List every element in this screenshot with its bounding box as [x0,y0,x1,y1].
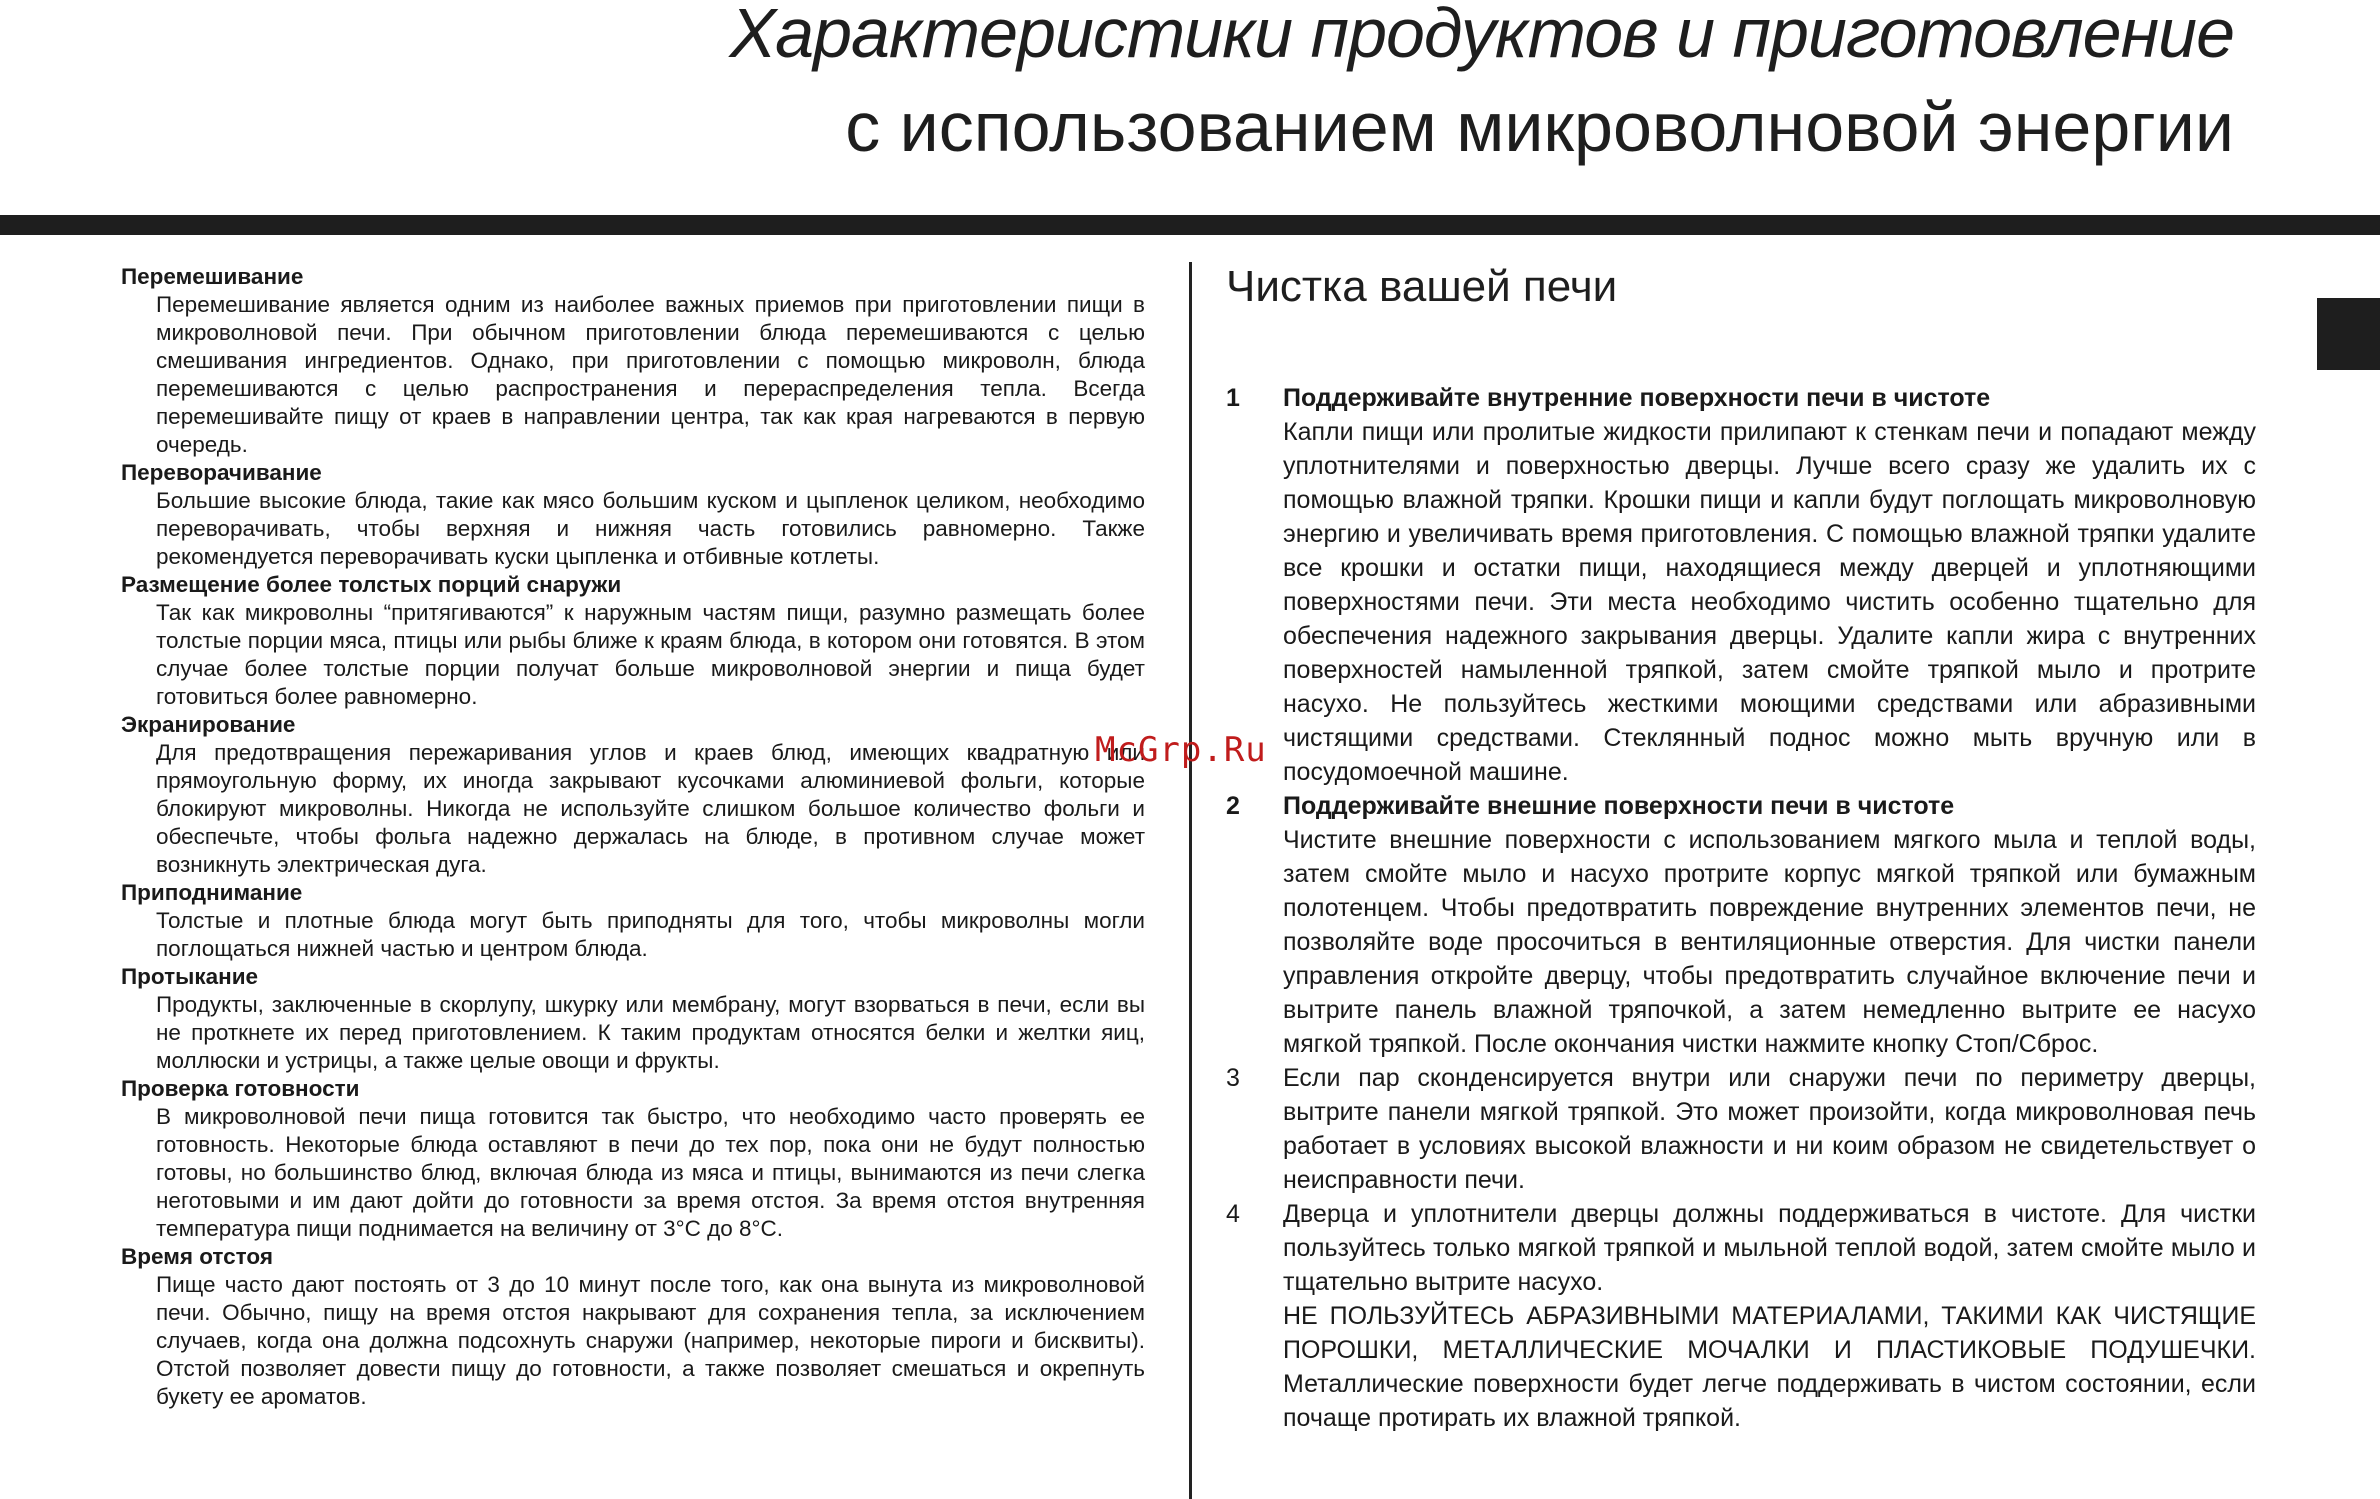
item-body: Дверца и уплотнители дверцы должны поддерживаться в чистоте. Для чистки пользуйтесь только мягкой тряпкой и мыльной теплой водой, затем смойте мыло и тщательно вытрите насухо. [1283,1200,2256,1296]
section-turning [121,459,1145,571]
section-heading: Протыкание [121,964,259,989]
section-body: В микроволновой печи пища готовится так быстро, что необходимо часто проверять ее готовность. Некоторые блюда оставляют в печи до тех пор, пока они не будут полностью готовы, но большинство блюд, включая блюда из мяса и птицы, вынимаются из печи слегка неготовыми и им дают дойти до готовности за время отстоя. За время отстоя внутренняя температура пищи поднимается на величину от 3°С до 8°С. [156,1104,1145,1241]
item-heading: Поддерживайте внутренние поверхности печи в чистоте [1283,384,1991,412]
section-shielding [121,711,1145,879]
section-heading: Переворачивание [121,460,322,485]
section-body: Большие высокие блюда, такие как мясо большим куском и цыпленок целиком, необходимо переворачивать, чтобы верхняя и нижняя часть готовились равномерно. Также рекомендуется переворачивать куски цыпленка и отбивные котлеты. [156,488,1145,569]
section-elevating [121,879,1145,963]
item-body: Капли пищи или пролитые жидкости прилипают к стенкам печи и попадают между уплотнителями и поверхностью дверцы. Лучше всего сразу же удалить их с помощью влажной тряпки. Крошки пищи и капли будут поглощать микроволновую энергию и увеличивать время приготовления. С помощью влажной тряпки удалите все крошки и остатки пищи, находящиеся между дверцей и уплотняющими поверхностями печи. Эти места необходимо чистить особенно тщательно для обеспечения надежного закрывания дверцы. Удалите капли жира с внутренних поверхностей намыленной тряпкой, затем смойте тряпкой мыло и протрите насухо. Не пользуйтесь жесткими моющими средствами или абразивными чистящими средствами. Стеклянный поднос можно мыть вручную или в посудомоечной машине. [1283,418,2256,786]
column-divider [1189,262,1192,1499]
section-heading: Экранирование [121,712,296,737]
right-column [1226,258,2256,1435]
section-heading: Приподнимание [121,880,303,905]
item-number: 2 [1226,792,1240,820]
header-rule [0,215,2380,235]
section-body: Продукты, заключенные в скорлупу, шкурку или мембрану, могут взорваться в печи, если вы не проткнете их перед приготовлением. К таким продуктам относятся белки и желтки яиц, моллюски и устрицы, а также целые овощи и фрукты. [156,992,1145,1073]
cleaning-item-3 [1226,1061,2256,1197]
cleaning-item-4 [1226,1197,2256,1435]
item-body: Если пар сконденсируется внутри или снаружи печи по периметру дверцы, вытрите панели мягкой тряпкой. Это может произойти, когда микроволновая печь работает в условиях высокой влажности и ни коим образом не свидетельствует о неисправности печи. [1283,1064,2256,1194]
cleaning-title: Чистка вашей печи [1226,262,1618,311]
section-heading: Размещение более толстых порций снаружи [121,572,622,597]
cleaning-item-2 [1226,789,2256,1061]
section-piercing [121,963,1145,1075]
watermark-text: McGrp.Ru [1095,730,1267,770]
section-tab-marker [2317,298,2380,370]
section-standing-time [121,1243,1145,1411]
section-body: Пище часто дают постоять от 3 до 10 минут после того, как она вынута из микроволновой печи. Обычно, пищу на время отстоя накрывают для сохранения тепла, за исключением случаев, когда она должна подсохнуть снаружи (например, некоторые пироги и бисквиты). Отстой позволяет довести пищу до готовности, а также позволяет смешаться и окрепнуть букету ее ароматов. [156,1272,1145,1409]
left-column [121,263,1145,1411]
item-heading: Поддерживайте внешние поверхности печи в чистоте [1283,792,1955,820]
page-title-line1: Характеристики продуктов и приготовление [729,0,2234,72]
section-heading: Проверка готовности [121,1076,360,1101]
item-number: 3 [1226,1064,1240,1092]
item-body: Чистите внешние поверхности с использованием мягкого мыла и теплой воды, затем смойте мыло и насухо протрите корпус мягкой тряпкой или бумажным полотенцем. Чтобы предотвратить повреждение внутренних элементов печи, не позволяйте воде просочиться в вентиляционные отверстия. Для чистки панели управления откройте дверцу, чтобы предотвратить случайное включение печи и вытрите панель влажной тряпочкой, а затем немедленно вытрите ее насухо мягкой тряпкой. После окончания чистки нажмите кнопку Стоп/Сброс. [1283,826,2256,1058]
item-warning: НЕ ПОЛЬЗУЙТЕСЬ АБРАЗИВНЫМИ МАТЕРИАЛАМИ, ТАКИМИ КАК ЧИСТЯЩИЕ ПОРОШКИ, МЕТАЛЛИЧЕСКИЕ МОЧАЛКИ И ПЛАСТИКОВЫЕ ПОДУШЕЧКИ. Металлические поверхности будет легче поддерживать в чистом состоянии, если почаще протирать их влажной тряпкой. [1283,1302,2256,1432]
section-heading: Время отстоя [121,1244,273,1269]
page-title-line2: с использованием микроволновой энергии [845,88,2234,166]
section-heading: Перемешивание [121,264,304,289]
item-number: 1 [1226,384,1240,412]
section-body: Для предотвращения пережаривания углов и краев блюд, имеющих квадратную или прямоугольную форму, их иногда закрывают кусочками алюминиевой фольги, которые блокируют микроволны. Никогда не используйте слишком большое количество фольги и обеспечьте, чтобы фольга надежно держалась на блюде, в противном случае может возникнуть электрическая дуга. [156,740,1145,877]
section-body: Так как микроволны “притягиваются” к наружным частям пищи, разумно размещать более толстые порции мяса, птицы или рыбы ближе к краям блюда, в котором они готовятся. В этом случае более толстые порции получат больше микроволновой энергии и пища будет готовиться более равномерно. [156,600,1145,709]
section-stirring [121,263,1145,459]
section-body: Перемешивание является одним из наиболее важных приемов при приготовлении пищи в микроволновой печи. При обычном приготовлении блюда перемешиваются с целью смешивания ингредиентов. Однако, при приготовлении с помощью микроволн, блюда перемешиваются с целью распространения и перераспределения тепла. Всегда перемешивайте пищу от краев в направлении центра, так как края нагреваются в первую очередь. [156,292,1145,457]
section-doneness [121,1075,1145,1243]
cleaning-item-1 [1226,381,2256,789]
item-number: 4 [1226,1200,1240,1228]
section-body: Толстые и плотные блюда могут быть приподняты для того, чтобы микроволны могли поглощаться нижней частью и центром блюда. [156,908,1145,961]
section-thick-portions [121,571,1145,711]
